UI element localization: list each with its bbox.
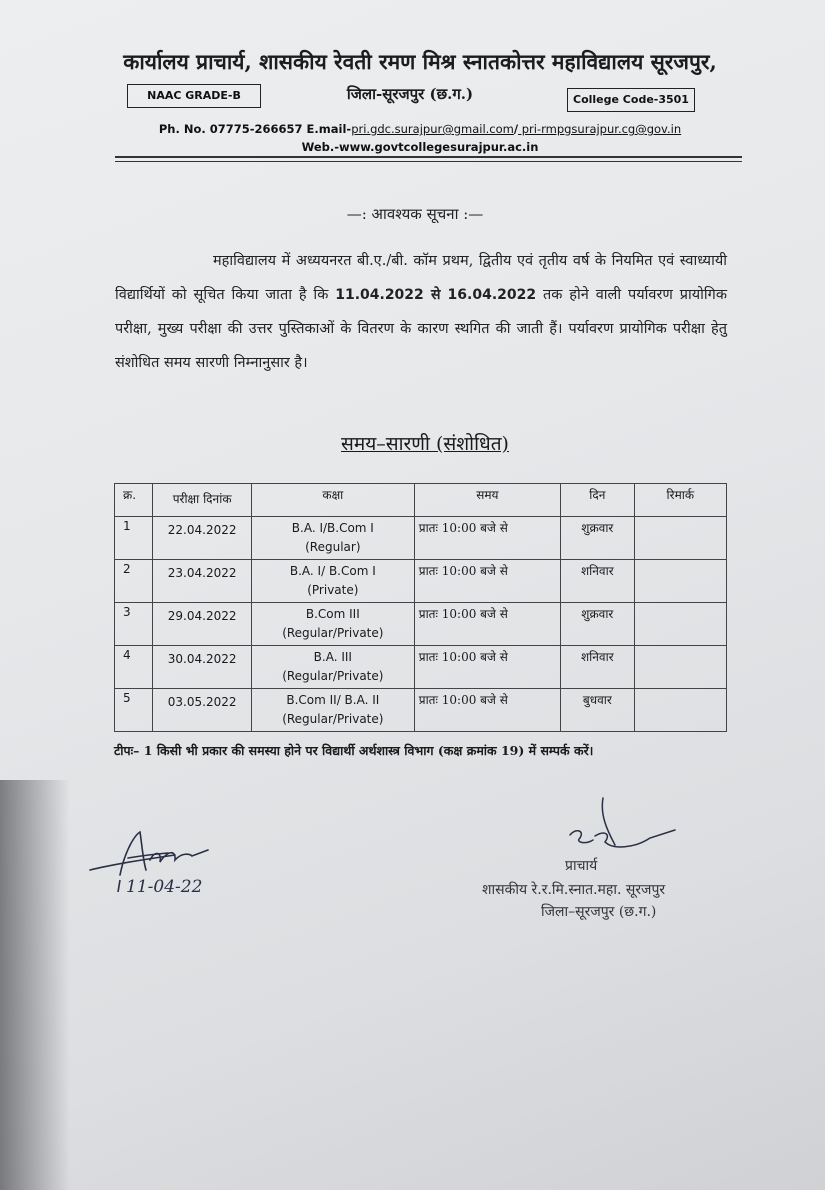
table-row <box>115 560 727 603</box>
class-line1: B.Com III <box>305 607 360 621</box>
col-header-date: परीक्षा दिनांक <box>153 484 252 517</box>
row-day: शनिवार <box>561 646 635 689</box>
row-day: शुक्रवार <box>561 603 635 646</box>
principal-address-2: जिला–सूरजपुर (छ.ग.) <box>541 904 657 920</box>
row-class <box>251 517 414 560</box>
header-rule-thin <box>115 161 742 162</box>
email-separator: / <box>513 122 519 136</box>
class-line1: B.A. I/ B.Com I <box>289 564 376 578</box>
row-class <box>251 646 414 689</box>
class-line1: B.A. III <box>313 650 352 664</box>
class-line2: (Regular/Private) <box>282 669 384 683</box>
row-remark <box>634 517 726 560</box>
notice-heading: —: आवश्यक सूचना :— <box>346 205 484 223</box>
class-line2: (Regular) <box>305 540 361 554</box>
row-date: 22.04.2022 <box>153 517 252 560</box>
col-header-class: कक्षा <box>251 484 414 517</box>
notice-paragraph <box>115 244 727 380</box>
district-line: जिला-सूरजपुर (छ.ग.) <box>346 85 474 103</box>
phone-label: Ph. No. 07775-266657 E.mail- <box>158 122 352 136</box>
tip-note: टीपः– 1 किसी भी प्रकार की समस्या होने पर विद्यार्थी अर्थशास्त्र विभाग (कक्ष क्रमांक 19) में सम्पर्क करें। <box>114 743 594 758</box>
class-line1: B.Com II/ B.A. II <box>286 693 380 707</box>
notice-text-1: महाविद्यालय में अध्ययनरत बी.ए./बी. कॉम प्रथम, द्वितीय एवं तृतीय वर्ष के नियमित एवं स्वाध्यायी विद्यार्थियों को सूचित किया जाता है कि <box>115 253 727 303</box>
handwritten-signature-left <box>80 820 270 900</box>
row-date: 23.04.2022 <box>153 560 252 603</box>
handwritten-date: 11-04-22 <box>126 877 203 897</box>
table-row <box>115 603 727 646</box>
row-time: प्रातः 10:00 बजे से <box>414 646 560 689</box>
row-date: 03.05.2022 <box>153 689 252 732</box>
website-line: Web.-www.govtcollegesurajpur.ac.in <box>301 140 539 154</box>
principal-designation: प्राचार्य <box>565 858 598 874</box>
table-row <box>115 646 727 689</box>
row-day: शनिवार <box>561 560 635 603</box>
row-no: 2 <box>115 560 153 603</box>
row-remark <box>634 646 726 689</box>
row-class <box>251 560 414 603</box>
class-line2: (Regular/Private) <box>282 626 384 640</box>
office-title: कार्यालय प्राचार्य, शासकीय रेवती रमण मिश्र स्नातकोत्तर महाविद्यालय सूरजपुर, <box>123 49 717 74</box>
naac-grade-box: NAAC GRADE-B <box>127 84 261 108</box>
header-rule-thick <box>115 156 742 158</box>
email-link-1[interactable]: pri.gdc.surajpur@gmail.com <box>351 122 514 136</box>
schedule-table <box>114 483 727 732</box>
row-date: 29.04.2022 <box>153 603 252 646</box>
row-date: 30.04.2022 <box>153 646 252 689</box>
email-link-2[interactable]: pri-rmpgsurajpur.cg@gov.in <box>518 122 682 136</box>
college-code-box: College Code-3501 <box>567 88 695 112</box>
row-no: 1 <box>115 517 153 560</box>
schedule-heading: समय–सारणी (संशोधित) <box>341 433 509 455</box>
col-header-no: क्र. <box>115 484 153 517</box>
table-header-row <box>115 484 727 517</box>
row-remark <box>634 689 726 732</box>
class-line2: (Regular/Private) <box>282 712 384 726</box>
class-line1: B.A. I/B.Com I <box>291 521 374 535</box>
row-class <box>251 603 414 646</box>
page-shadow <box>0 780 70 1190</box>
row-remark <box>634 560 726 603</box>
table-row <box>115 517 727 560</box>
col-header-time: समय <box>414 484 560 517</box>
row-time: प्रातः 10:00 बजे से <box>414 517 560 560</box>
table-row <box>115 689 727 732</box>
row-time: प्रातः 10:00 बजे से <box>414 560 560 603</box>
class-line2: (Private) <box>307 583 359 597</box>
row-day: शुक्रवार <box>561 517 635 560</box>
row-remark <box>634 603 726 646</box>
principal-address-1: शासकीय रे.र.मि.स्नात.महा. सूरजपुर <box>482 882 666 898</box>
row-time: प्रातः 10:00 बजे से <box>414 603 560 646</box>
row-no: 3 <box>115 603 153 646</box>
col-header-remark: रिमार्क <box>634 484 726 517</box>
row-class <box>251 689 414 732</box>
row-no: 4 <box>115 646 153 689</box>
col-header-day: दिन <box>561 484 635 517</box>
notice-text-2: तक होने वाली पर्यावरण प्रायोगिक परीक्षा, मुख्य परीक्षा की उत्तर पुस्तिकाओं के वितरण के कारण स्थगित की जाती हैं। पर्यावरण प्रायोगिक परीक्षा हेतु संशोधित समय सारणी निम्नानुसार है। <box>115 287 727 371</box>
contact-line <box>100 122 740 136</box>
notice-date-range: 11.04.2022 से 16.04.2022 <box>335 287 537 303</box>
row-no: 5 <box>115 689 153 732</box>
row-day: बुधवार <box>561 689 635 732</box>
row-time: प्रातः 10:00 बजे से <box>414 689 560 732</box>
